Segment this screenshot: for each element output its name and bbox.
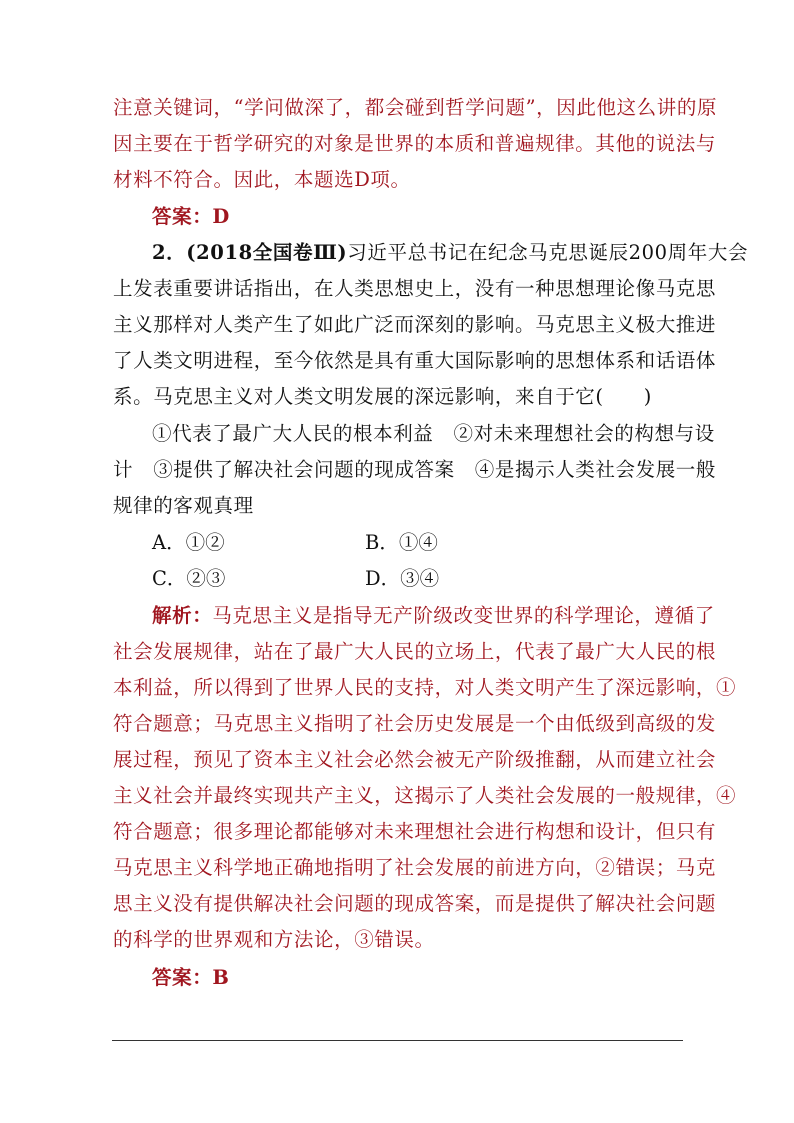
option-b [365,531,438,555]
option-d-text: ③④ [400,567,440,590]
prev-answer-label: 答案： [152,205,213,228]
prev-analysis-line-1: 注意关键词，“学问做深了，都会碰到哲学问题”，因此他这么讲的原 [113,96,718,119]
statement-line-2: 计 ③提供了解决社会问题的现成答案 ④是揭示人类社会发展一般 [113,458,717,481]
question-first-line [152,241,749,265]
analysis-line-2: 社会发展规律，站在了最广大人民的立场上，代表了最广大人民的根 [113,640,717,663]
question-line-2: 上发表重要讲话指出，在人类思想史上，没有一种思想理论像马克思 [113,277,717,300]
analysis-line-3: 本利益，所以得到了世界人民的支持，对人类文明产生了深远影响，① [113,676,737,699]
analysis-line-10: 的科学的世界观和方法论，③错误。 [113,928,435,951]
question-line-4: 了人类文明进程，至今依然是具有重大国际影响的思想体系和话语体 [113,349,717,372]
option-a [152,531,225,555]
prev-analysis-line-2: 因主要在于哲学研究的对象是世界的本质和普遍规律。其他的说法与 [113,132,717,155]
option-b-letter: B． [365,531,399,554]
question-number: 2． [152,241,187,264]
analysis-label: 解析： [152,604,213,627]
option-a-text: ①② [185,531,225,554]
footer-divider [112,1040,683,1041]
option-c [152,567,225,591]
statement-line-3: 规律的客观真理 [113,494,254,517]
question-line-3: 主义那样对人类产生了如此广泛而深刻的影响。马克思主义极大推进 [113,313,717,336]
option-d [365,567,439,591]
answer-value: B [212,966,230,989]
analysis-line-1: 马克思主义是指导无产阶级改变世界的科学理论，遵循了 [212,604,715,627]
answer [152,966,683,990]
option-d-letter: D． [365,567,401,590]
analysis-line-7: 符合题意；很多理论都能够对未来理想社会进行构想和设计，但只有 [113,820,717,843]
question-source: (2018全国卷Ⅲ) [186,241,348,264]
question-line-5: 系。马克思主义对人类文明发展的深远影响，来自于它( ) [113,385,653,408]
analysis-line-8: 马克思主义科学地正确地指明了社会发展的前进方向，②错误；马克 [113,856,717,879]
question-line-1: 习近平总书记在纪念马克思诞辰200周年大会 [347,241,749,264]
option-c-letter: C． [152,567,187,590]
analysis-line-9: 思主义没有提供解决社会问题的现成答案，而是提供了解决社会问题 [113,892,717,915]
option-c-text: ②③ [186,567,226,590]
analysis-line-4: 符合题意；马克思主义指明了社会历史发展是一个由低级到高级的发 [113,712,717,735]
option-a-letter: A． [152,531,186,554]
analysis-line-5: 展过程，预见了资本主义社会必然会被无产阶级推翻，从而建立社会 [113,748,717,771]
analysis-line-6: 主义社会并最终实现共产主义，这揭示了人类社会发展的一般规律，④ [113,784,737,807]
prev-answer [152,205,683,229]
prev-analysis-line-3: 材料不符合。因此，本题选D项。 [113,168,411,191]
answer-label: 答案： [152,966,213,989]
option-b-text: ①④ [398,531,438,554]
prev-answer-value: D [212,205,230,228]
statement-line-1: ①代表了最广大人民的根本利益 ②对未来理想社会的构想与设 [152,422,715,445]
analysis-first-line [152,604,715,628]
